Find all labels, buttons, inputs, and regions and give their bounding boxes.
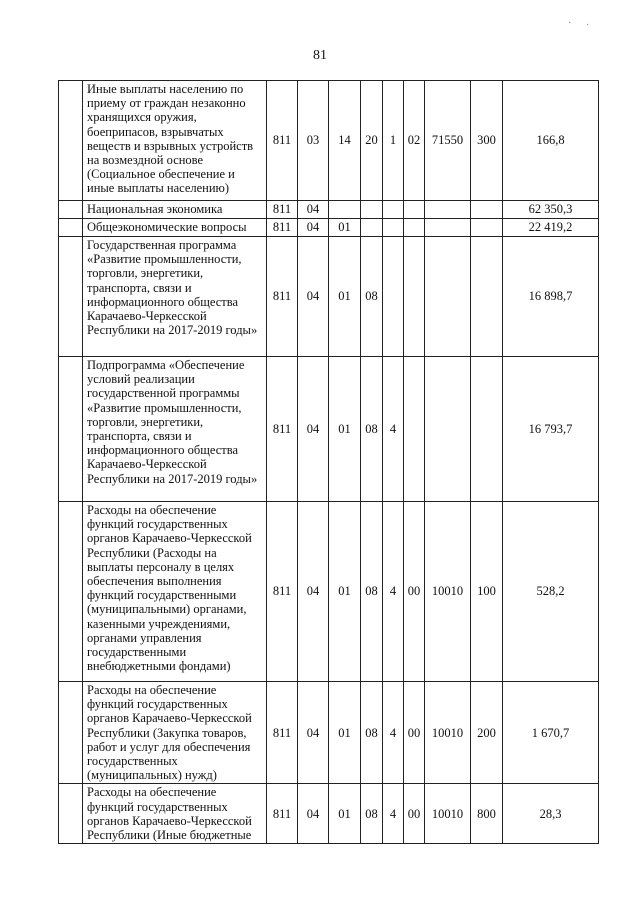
table-row bbox=[59, 784, 599, 844]
row-description: Иные выплаты населению по приему от граждан незаконно хранящихся оружия, боеприпасов, взрывчатых веществ и взрывных устройств на возмездной основе (Социальное обеспечение и иные выплаты населению) bbox=[83, 81, 267, 201]
row-description: Расходы на обеспечение функций государственных органов Карачаево-Черкесской Республики (Закупка товаров, работ и услуг для обеспечения государственных (муниципальных) нужд) bbox=[83, 682, 267, 784]
code-cell-c6: 00 bbox=[404, 682, 425, 784]
row-description: Расходы на обеспечение функций государственных органов Карачаево-Черкесской Республики (Иные бюджетные bbox=[83, 784, 267, 844]
code-cell-c2: 03 bbox=[298, 81, 329, 201]
code-cell-c6 bbox=[404, 237, 425, 357]
table-row bbox=[59, 81, 599, 201]
row-description: Подпрограмма «Обеспечение условий реализации государственной программы «Развитие промышленности, торговли, энергетики, транспорта, связи и информационного общества Карачаево-Черкесской Республики на 2017-2019 годы» bbox=[83, 357, 267, 502]
code-cell-c1: 811 bbox=[267, 502, 298, 682]
code-cell-c6: 02 bbox=[404, 81, 425, 201]
code-cell-c5 bbox=[383, 219, 404, 237]
code-cell-c5: 4 bbox=[383, 682, 404, 784]
code-cell-c4: 08 bbox=[361, 784, 383, 844]
code-cell-c3: 01 bbox=[329, 502, 361, 682]
code-cell-c4 bbox=[361, 219, 383, 237]
code-cell-c6: 00 bbox=[404, 502, 425, 682]
code-cell-c2: 04 bbox=[298, 201, 329, 219]
code-cell-c1: 811 bbox=[267, 237, 298, 357]
code-cell-c3: 01 bbox=[329, 682, 361, 784]
row-number-cell bbox=[59, 81, 83, 201]
code-cell-c7 bbox=[425, 219, 471, 237]
code-cell-c1: 811 bbox=[267, 682, 298, 784]
code-cell-c4: 08 bbox=[361, 237, 383, 357]
row-number-cell bbox=[59, 201, 83, 219]
code-cell-c2: 04 bbox=[298, 357, 329, 502]
row-number-cell bbox=[59, 219, 83, 237]
code-cell-c8 bbox=[471, 357, 503, 502]
code-cell-c3: 01 bbox=[329, 784, 361, 844]
row-number-cell bbox=[59, 784, 83, 844]
amount-cell: 28,3 bbox=[503, 784, 599, 844]
row-number-cell bbox=[59, 357, 83, 502]
amount-cell: 1 670,7 bbox=[503, 682, 599, 784]
amount-cell: 22 419,2 bbox=[503, 219, 599, 237]
page-number: 81 bbox=[313, 48, 327, 63]
code-cell-c1: 811 bbox=[267, 357, 298, 502]
code-cell-c7 bbox=[425, 237, 471, 357]
code-cell-c4: 08 bbox=[361, 682, 383, 784]
code-cell-c1: 811 bbox=[267, 81, 298, 201]
amount-cell: 16 793,7 bbox=[503, 357, 599, 502]
code-cell-c2: 04 bbox=[298, 237, 329, 357]
code-cell-c4: 08 bbox=[361, 357, 383, 502]
code-cell-c5: 4 bbox=[383, 502, 404, 682]
table-row bbox=[59, 357, 599, 502]
code-cell-c2: 04 bbox=[298, 502, 329, 682]
row-number-cell bbox=[59, 682, 83, 784]
code-cell-c3: 14 bbox=[329, 81, 361, 201]
code-cell-c7: 10010 bbox=[425, 784, 471, 844]
code-cell-c1: 811 bbox=[267, 784, 298, 844]
code-cell-c4: 20 bbox=[361, 81, 383, 201]
code-cell-c7: 10010 bbox=[425, 502, 471, 682]
code-cell-c3: 01 bbox=[329, 237, 361, 357]
code-cell-c4: 08 bbox=[361, 502, 383, 682]
code-cell-c8 bbox=[471, 237, 503, 357]
row-description: Общеэкономические вопросы bbox=[83, 219, 267, 237]
table-row bbox=[59, 219, 599, 237]
code-cell-c8: 800 bbox=[471, 784, 503, 844]
code-cell-c2: 04 bbox=[298, 219, 329, 237]
code-cell-c8 bbox=[471, 219, 503, 237]
code-cell-c8: 100 bbox=[471, 502, 503, 682]
code-cell-c3: 01 bbox=[329, 219, 361, 237]
code-cell-c6 bbox=[404, 357, 425, 502]
amount-cell: 62 350,3 bbox=[503, 201, 599, 219]
code-cell-c7: 10010 bbox=[425, 682, 471, 784]
code-cell-c5: 4 bbox=[383, 357, 404, 502]
row-number-cell bbox=[59, 237, 83, 357]
code-cell-c5: 4 bbox=[383, 784, 404, 844]
scan-speck: · bbox=[586, 20, 590, 31]
table-row bbox=[59, 502, 599, 682]
code-cell-c8: 200 bbox=[471, 682, 503, 784]
code-cell-c7 bbox=[425, 357, 471, 502]
scan-speck: · bbox=[568, 18, 572, 29]
row-number-cell bbox=[59, 502, 83, 682]
code-cell-c1: 811 bbox=[267, 201, 298, 219]
code-cell-c6 bbox=[404, 201, 425, 219]
code-cell-c5 bbox=[383, 201, 404, 219]
code-cell-c6 bbox=[404, 219, 425, 237]
code-cell-c5: 1 bbox=[383, 81, 404, 201]
row-description: Государственная программа «Развитие промышленности, торговли, энергетики, транспорта, связи и информационного общества Карачаево-Черкесской Республики на 2017-2019 годы» bbox=[83, 237, 267, 357]
code-cell-c7 bbox=[425, 201, 471, 219]
row-description: Национальная экономика bbox=[83, 201, 267, 219]
code-cell-c7: 71550 bbox=[425, 81, 471, 201]
table-row bbox=[59, 682, 599, 784]
code-cell-c4 bbox=[361, 201, 383, 219]
table-row bbox=[59, 201, 599, 219]
amount-cell: 16 898,7 bbox=[503, 237, 599, 357]
code-cell-c6: 00 bbox=[404, 784, 425, 844]
budget-table bbox=[58, 80, 599, 844]
code-cell-c2: 04 bbox=[298, 784, 329, 844]
table-row bbox=[59, 237, 599, 357]
code-cell-c3 bbox=[329, 201, 361, 219]
code-cell-c3: 01 bbox=[329, 357, 361, 502]
code-cell-c1: 811 bbox=[267, 219, 298, 237]
code-cell-c2: 04 bbox=[298, 682, 329, 784]
amount-cell: 528,2 bbox=[503, 502, 599, 682]
amount-cell: 166,8 bbox=[503, 81, 599, 201]
code-cell-c8: 300 bbox=[471, 81, 503, 201]
code-cell-c8 bbox=[471, 201, 503, 219]
row-description: Расходы на обеспечение функций государственных органов Карачаево-Черкесской Республики (Расходы на выплаты персоналу в целях обеспечения выполнения функций государственными (муниципальными) органами, казенными учреждениями, органами управления государственными внебюджетными фондами) bbox=[83, 502, 267, 682]
code-cell-c5 bbox=[383, 237, 404, 357]
